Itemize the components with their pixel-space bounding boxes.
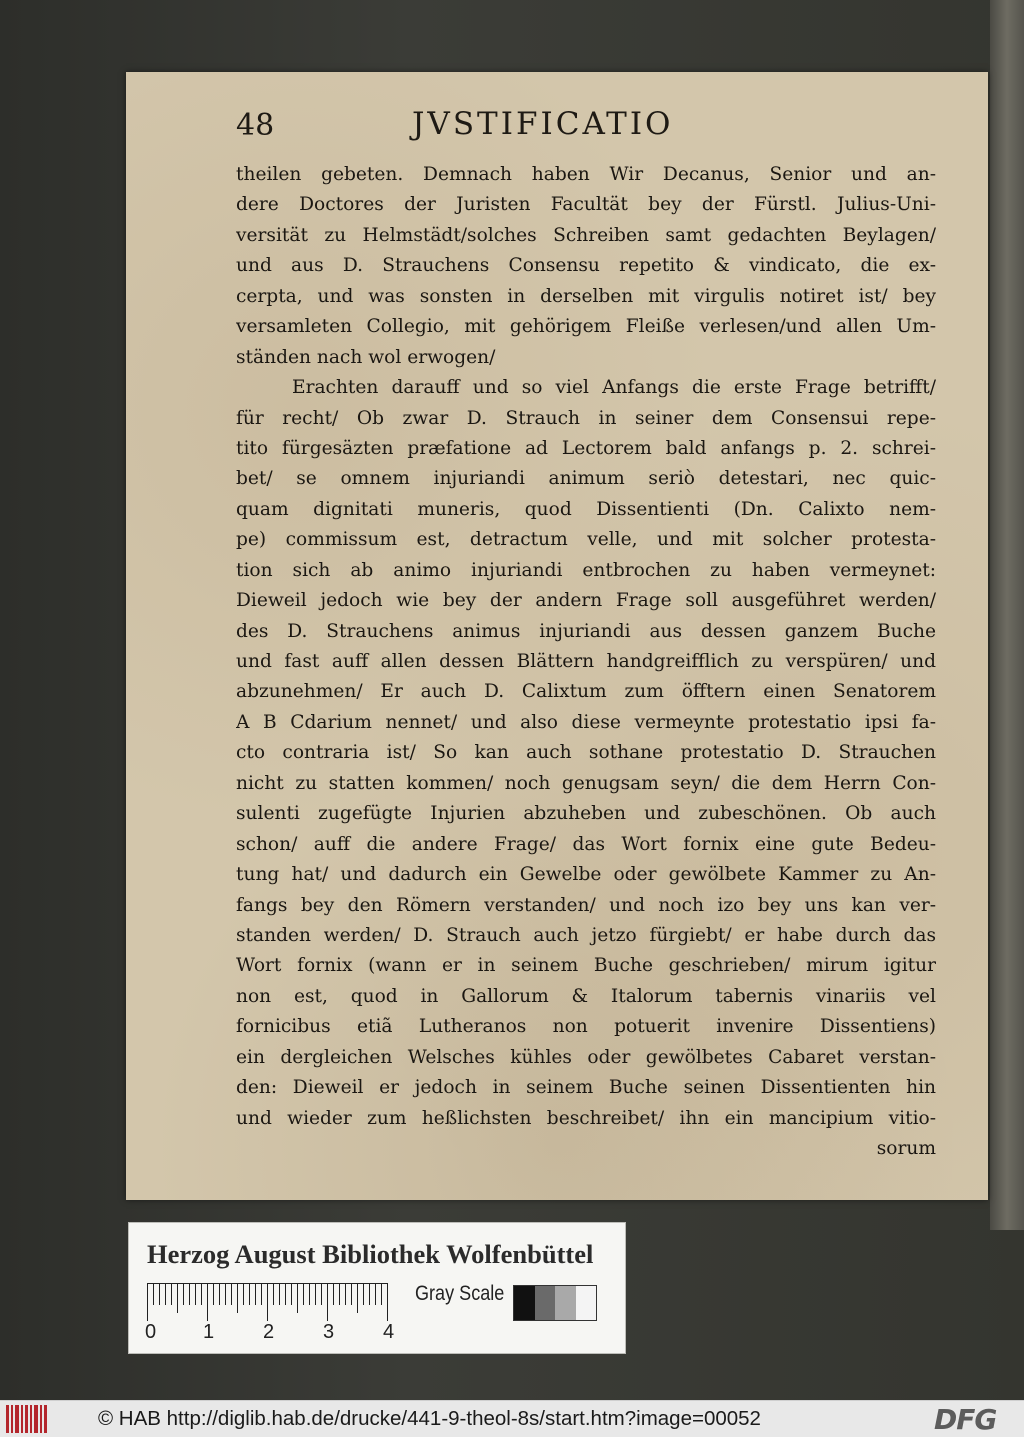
text-line: Erachten darauff und so viel Anfangs die erste Frage betrifft/	[292, 377, 936, 399]
gray-swatch	[555, 1286, 576, 1320]
gray-swatch	[514, 1286, 535, 1320]
running-head: JVSTIFICATIO	[412, 106, 674, 142]
text-line: tung hat/ und dadurch ein Gewelbe oder gewölbete Kammer zu An-	[236, 864, 936, 886]
text-line: versamleten Collegio, mit gehörigem Fleiße verlesen/und allen Um-	[236, 316, 936, 338]
hab-barcode-icon	[6, 1405, 48, 1433]
footer-bar	[0, 1400, 1024, 1437]
text-line: non est, quod in Gallorum & Italorum tabernis vinariis vel	[236, 985, 936, 1007]
catchword: sorum	[876, 1138, 936, 1159]
text-line: sulenti zugefügte Injurien abzuheben und zubeschönen. Ob auch	[236, 803, 936, 825]
text-line: fangs bey den Römern verstanden/ und noch izo bey uns kan ver-	[236, 894, 936, 916]
text-line: dere Doctores der Juristen Facultät bey der Fürstl. Julius-Uni-	[236, 194, 936, 216]
text-line: für recht/ Ob zwar D. Strauch in seiner dem Consensui repe-	[236, 407, 936, 429]
text-line: cto contraria ist/ So kan auch sothane protestatio D. Strauchen	[236, 742, 936, 764]
text-line: tion sich ab animo injuriandi entbrochen zu haben vermeynet:	[236, 559, 936, 581]
text-line: A B Cdarium nennet/ und also diese vermeynte protestatio ipsi fa-	[236, 711, 936, 733]
dfg-logo: DFG	[934, 1403, 997, 1436]
text-line: schon/ auff die andere Frage/ das Wort fornix eine gute Bedeu-	[236, 833, 936, 855]
scale-number: 1	[203, 1321, 215, 1343]
gray-swatch	[576, 1286, 597, 1320]
text-line: den: Dieweil er jedoch in seinem Buche seinen Dissentienten hin	[236, 1077, 936, 1099]
page-number: 48	[236, 108, 275, 143]
text-line: ständen nach wol erwogen/	[236, 346, 496, 368]
scale-number: 4	[383, 1321, 395, 1343]
text-line: bet/ se omnem injuriandi animum seriò detestari, nec quic-	[236, 468, 936, 490]
text-line: abzunehmen/ Er auch D. Calixtum zum öfftern einen Senatorem	[236, 681, 936, 703]
gray-scale-label: Gray Scale	[415, 1282, 505, 1305]
scale-number: 0	[145, 1321, 157, 1343]
text-line: und aus D. Strauchens Consensu repetito & vindicato, die ex-	[236, 255, 936, 277]
text-line: ein dergleichen Welsches kühles oder gewölbetes Cabaret verstan-	[236, 1046, 936, 1068]
gray-swatch	[535, 1286, 556, 1320]
text-line: versität zu Helmstädt/solches Schreiben samt gedachten Beylagen/	[236, 224, 936, 246]
text-line: und fast auff allen dessen Blättern handgreifflich zu verspüren/ und	[236, 651, 936, 672]
gray-scale-swatches	[513, 1285, 597, 1321]
text-line: Wort fornix (wann er in seinem Buche geschrieben/ mirum igitur	[236, 955, 936, 977]
text-line: quam dignitati muneris, quod Dissentienti (Dn. Calixto nem-	[236, 498, 936, 520]
text-line: theilen gebeten. Demnach haben Wir Decanus, Senior und an-	[236, 164, 936, 185]
text-line: cerpta, und was sonsten in derselben mit virgulis notiret ist/ bey	[236, 285, 936, 307]
text-line: nicht zu statten kommen/ noch genugsam seyn/ die dem Herrn Con-	[236, 772, 936, 794]
library-label-card	[128, 1222, 626, 1354]
text-line: tito fürgesäzten præfatione ad Lectorem bald anfangs p. 2. schrei-	[236, 437, 936, 459]
measurement-ruler	[147, 1283, 391, 1323]
text-line: Dieweil jedoch wie bey der andern Frage soll ausgeführet werden/	[236, 590, 936, 612]
scale-number: 3	[323, 1321, 335, 1343]
scale-number: 2	[263, 1321, 275, 1343]
text-line: und wieder zum heßlichsten beschreibet/ ihn ein mancipium vitio-	[236, 1107, 936, 1129]
text-line: fornicibus etiã Lutheranos non potuerit invenire Dissentiens)	[236, 1016, 936, 1038]
footer-credit-link[interactable]: © HAB http://diglib.hab.de/drucke/441-9-theol-8s/start.htm?image=00052	[98, 1407, 761, 1430]
text-line: des D. Strauchens animus injuriandi aus dessen ganzem Buche	[236, 620, 936, 642]
page-body-text	[236, 160, 936, 1164]
library-name: Herzog August Bibliothek Wolfenbüttel	[147, 1239, 594, 1269]
text-line: pe) commissum est, detractum velle, und mit solcher protesta-	[236, 529, 936, 551]
book-edge	[990, 0, 1024, 1230]
text-line: standen werden/ D. Strauch auch jetzo fürgiebt/ er habe durch das	[236, 924, 936, 946]
